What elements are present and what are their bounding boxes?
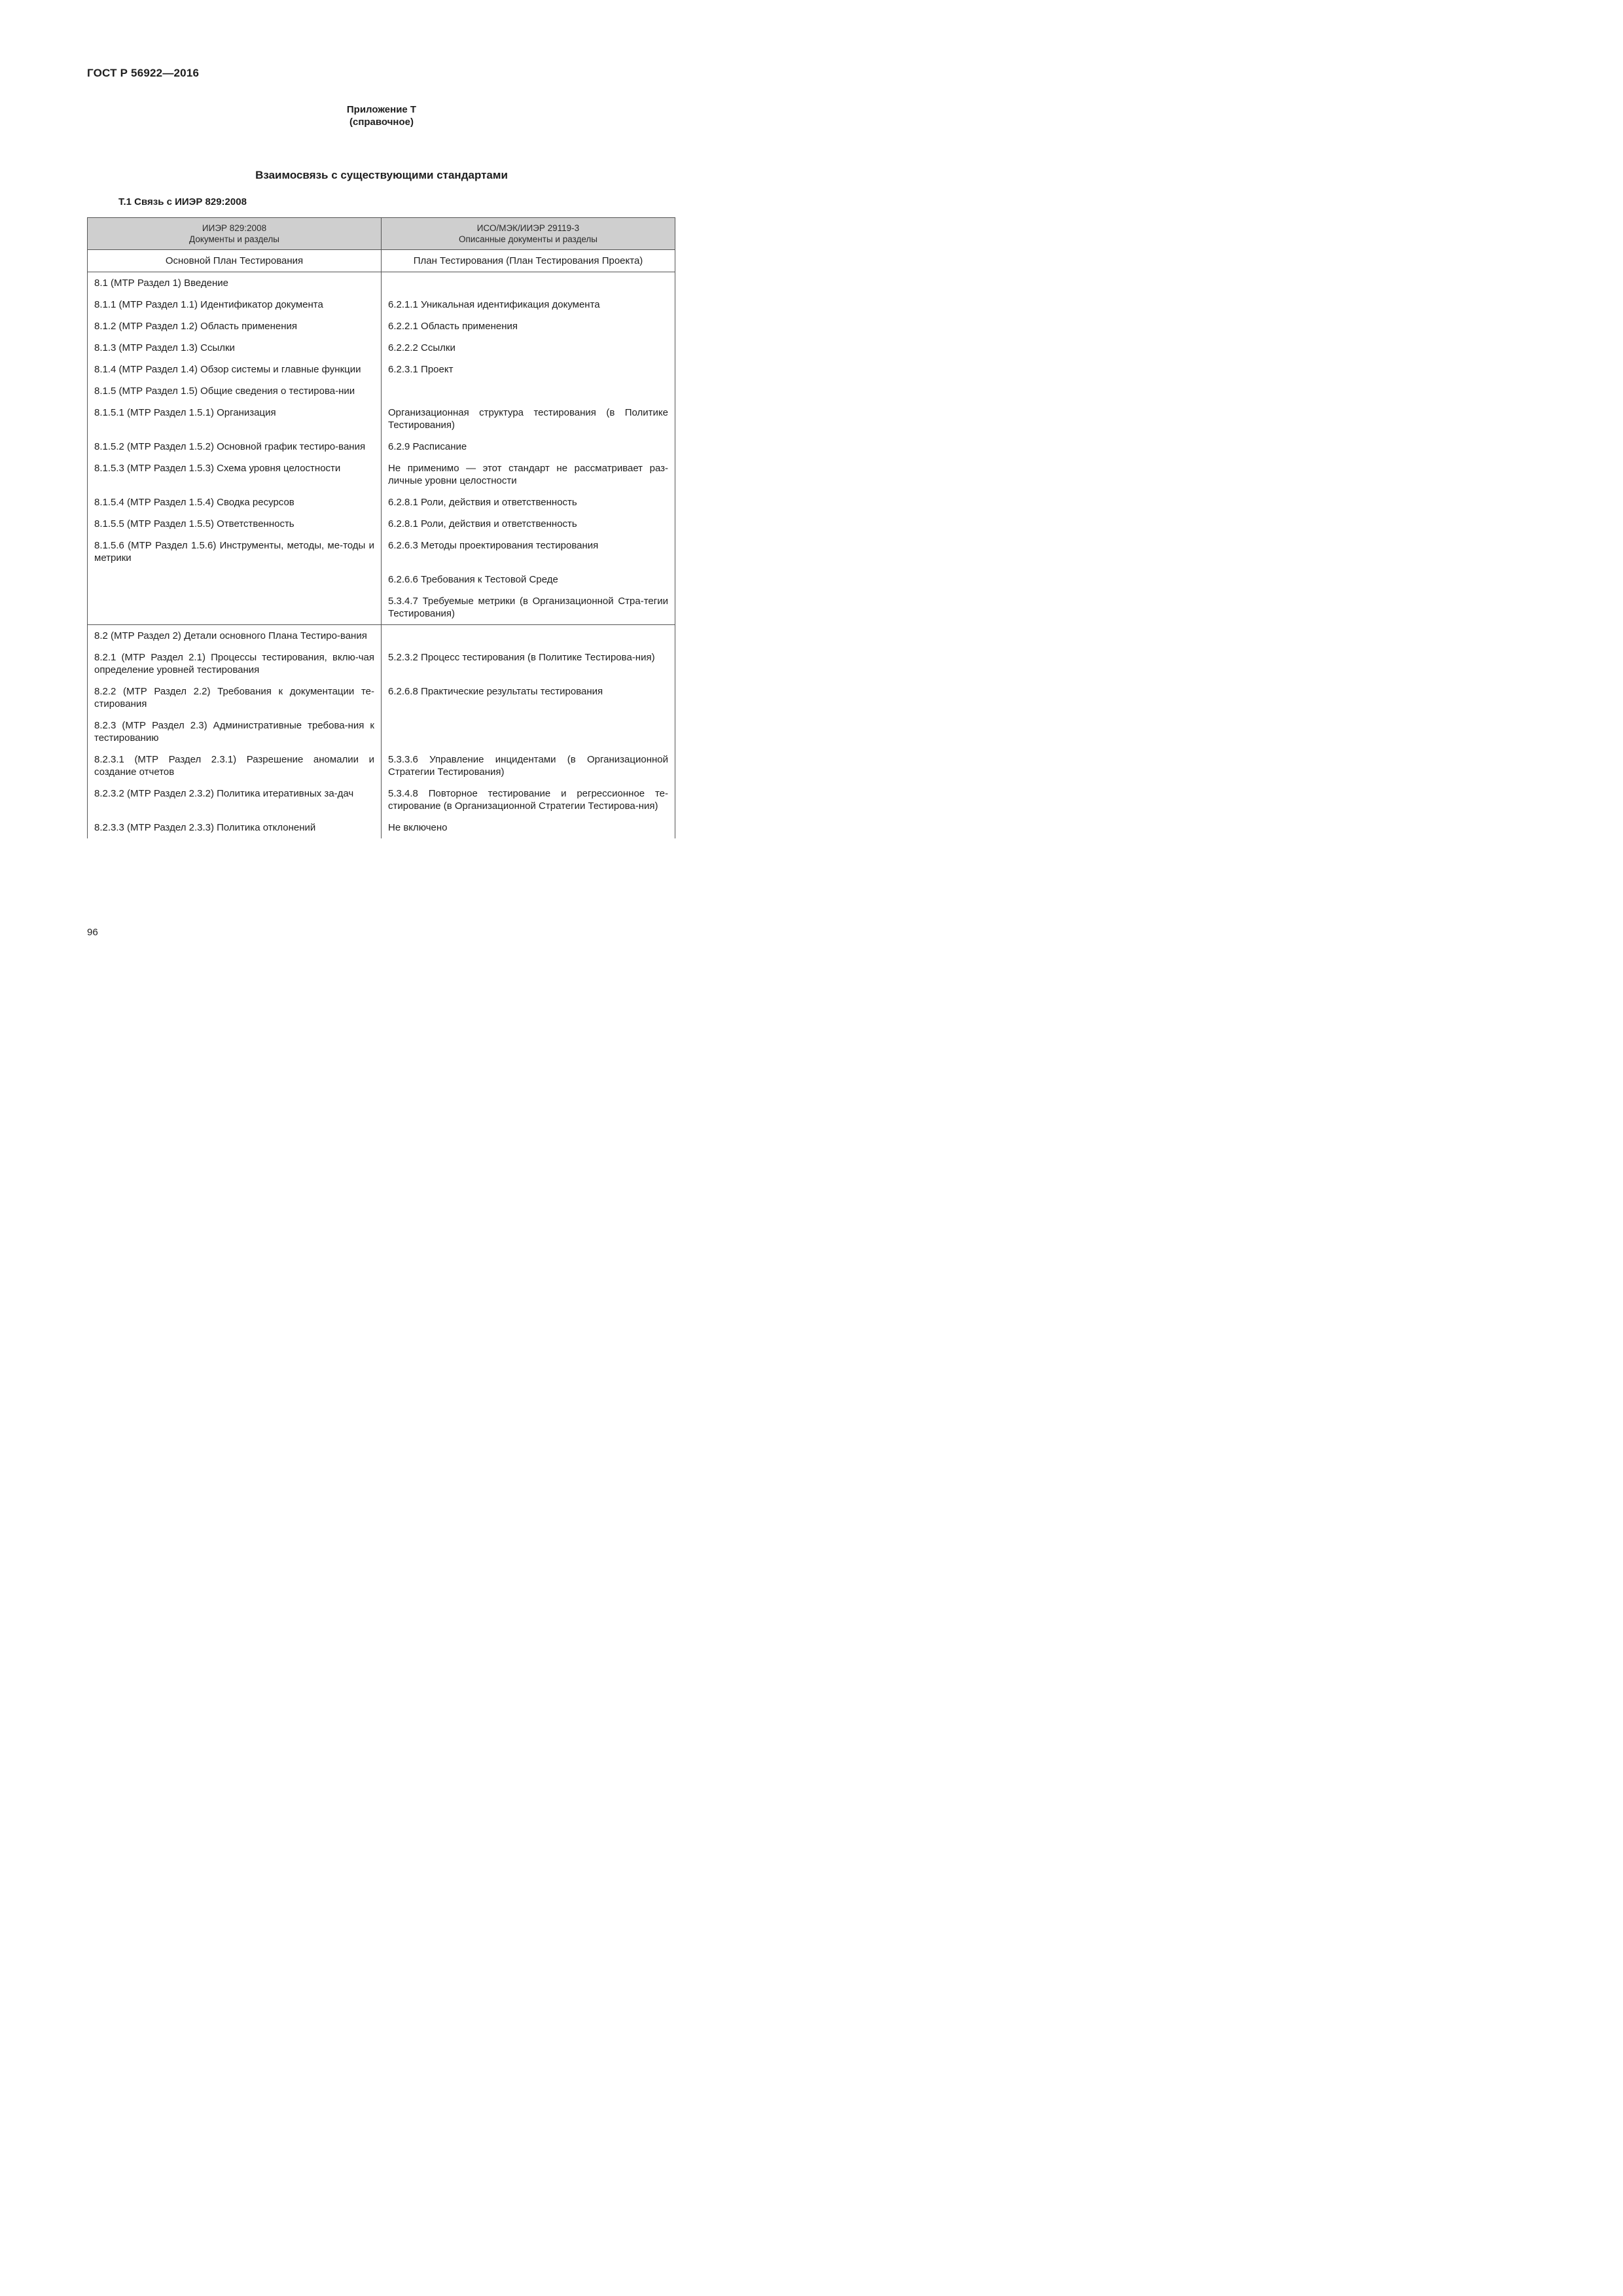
table-row <box>88 569 675 590</box>
table-cell-left: 8.1.3 (МТР Раздел 1.3) Ссылки <box>88 337 382 359</box>
table-cell-right: 6.2.2.1 Область применения <box>382 315 675 337</box>
table-subheader-row <box>88 250 675 272</box>
table-cell-left: 8.1 (МТР Раздел 1) Введение <box>88 272 382 295</box>
table-cell-right: 6.2.8.1 Роли, действия и ответственность <box>382 492 675 513</box>
table-row <box>88 749 675 783</box>
table-cell-right: 6.2.6.8 Практические результаты тестирования <box>382 681 675 715</box>
annex-type: (справочное) <box>349 117 414 128</box>
table-cell-left <box>88 569 382 590</box>
table-cell-left <box>88 590 382 625</box>
header-right-line1: ИСО/МЭК/ИИЭР 29119-3 <box>476 223 580 233</box>
table-cell-left: 8.2.1 (МТР Раздел 2.1) Процессы тестирования, вклю-чая определение уровней тестирования <box>88 647 382 681</box>
table-cell-right: Не применимо — этот стандарт не рассматривает раз-личные уровни целостности <box>382 457 675 492</box>
table-cell-left: 8.1.4 (МТР Раздел 1.4) Обзор системы и главные функции <box>88 359 382 380</box>
table-cell-left: 8.1.1 (МТР Раздел 1.1) Идентификатор документа <box>88 294 382 315</box>
table-cell-right <box>382 715 675 749</box>
table-cell-left: 8.2 (МТР Раздел 2) Детали основного Плана Тестиро-вания <box>88 625 382 647</box>
table-row <box>88 402 675 436</box>
table-row <box>88 337 675 359</box>
table-row <box>88 492 675 513</box>
document-code: ГОСТ Р 56922—2016 <box>87 67 200 79</box>
table-cell-left: 8.2.3.2 (МТР Раздел 2.3.2) Политика итеративных за-дач <box>88 783 382 817</box>
page-number: 96 <box>87 927 98 938</box>
table-cell-right: Не включено <box>382 817 675 838</box>
table-cell-right: 6.2.9 Расписание <box>382 436 675 457</box>
table-cell-left: 8.2.2 (МТР Раздел 2.2) Требования к документации те-стирования <box>88 681 382 715</box>
subheader-right: План Тестирования (План Тестирования Проекта) <box>382 250 675 272</box>
table-row <box>88 535 675 569</box>
subheader-left: Основной План Тестирования <box>88 250 382 272</box>
table-row <box>88 817 675 838</box>
table-cell-right: 6.2.1.1 Уникальная идентификация документа <box>382 294 675 315</box>
table-cell-left: 8.2.3.1 (МТР Раздел 2.3.1) Разрешение аномалии и создание отчетов <box>88 749 382 783</box>
table-cell-left: 8.1.5.4 (МТР Раздел 1.5.4) Сводка ресурсов <box>88 492 382 513</box>
header-left-line2: Документы и разделы <box>189 234 279 244</box>
table-cell-left: 8.1.5 (МТР Раздел 1.5) Общие сведения о тестирова-нии <box>88 380 382 402</box>
table-cell-right: 6.2.8.1 Роли, действия и ответственность <box>382 513 675 535</box>
table-cell-right <box>382 625 675 647</box>
table-row <box>88 315 675 337</box>
header-left-line1: ИИЭР 829:2008 <box>202 223 267 233</box>
table-cell-right: 6.2.3.1 Проект <box>382 359 675 380</box>
table-cell-left: 8.1.5.3 (МТР Раздел 1.5.3) Схема уровня целостности <box>88 457 382 492</box>
table-cell-left: 8.1.5.5 (МТР Раздел 1.5.5) Ответственность <box>88 513 382 535</box>
header-left <box>88 218 382 250</box>
table-row <box>88 380 675 402</box>
table-cell-right: 6.2.6.3 Методы проектирования тестирования <box>382 535 675 569</box>
table-row <box>88 647 675 681</box>
table-cell-left: 8.2.3 (МТР Раздел 2.3) Административные требова-ния к тестированию <box>88 715 382 749</box>
table-cell-right: 5.3.4.7 Требуемые метрики (в Организационной Стра-тегии Тестирования) <box>382 590 675 625</box>
table-row <box>88 715 675 749</box>
table-cell-right: 6.2.2.2 Ссылки <box>382 337 675 359</box>
section-title: Т.1 Связь с ИИЭР 829:2008 <box>118 196 247 207</box>
table-row <box>88 625 675 647</box>
table-row <box>88 359 675 380</box>
main-title: Взаимосвязь с существующими стандартами <box>255 169 508 181</box>
table-cell-left: 8.1.2 (МТР Раздел 1.2) Область применения <box>88 315 382 337</box>
table-cell-left: 8.1.5.1 (МТР Раздел 1.5.1) Организация <box>88 402 382 436</box>
table-cell-right <box>382 272 675 295</box>
table-cell-right: Организационная структура тестирования (в Политике Тестирования) <box>382 402 675 436</box>
table-cell-right <box>382 380 675 402</box>
annex-heading <box>251 103 512 128</box>
correspondence-table <box>87 217 675 838</box>
table-row <box>88 513 675 535</box>
table-row <box>88 436 675 457</box>
table-row <box>88 681 675 715</box>
table-cell-left: 8.1.5.2 (МТР Раздел 1.5.2) Основной график тестиро-вания <box>88 436 382 457</box>
table-cell-right: 6.2.6.6 Требования к Тестовой Среде <box>382 569 675 590</box>
header-right <box>382 218 675 250</box>
table-row <box>88 294 675 315</box>
table-cell-right: 5.3.4.8 Повторное тестирование и регрессионное те-стирование (в Организационной Стратегии Тестирова-ния) <box>382 783 675 817</box>
table-row <box>88 590 675 625</box>
table-row <box>88 457 675 492</box>
table-row <box>88 272 675 295</box>
table-cell-left: 8.2.3.3 (МТР Раздел 2.3.3) Политика отклонений <box>88 817 382 838</box>
annex-title: Приложение Т <box>346 104 417 115</box>
table-row <box>88 783 675 817</box>
table-cell-right: 5.2.3.2 Процесс тестирования (в Политике Тестирова-ния) <box>382 647 675 681</box>
table-cell-right: 5.3.3.6 Управление инцидентами (в Организационной Стратегии Тестирования) <box>382 749 675 783</box>
header-right-line2: Описанные документы и разделы <box>459 234 597 244</box>
table-cell-left: 8.1.5.6 (МТР Раздел 1.5.6) Инструменты, методы, ме-тоды и метрики <box>88 535 382 569</box>
table-header-row <box>88 218 675 250</box>
